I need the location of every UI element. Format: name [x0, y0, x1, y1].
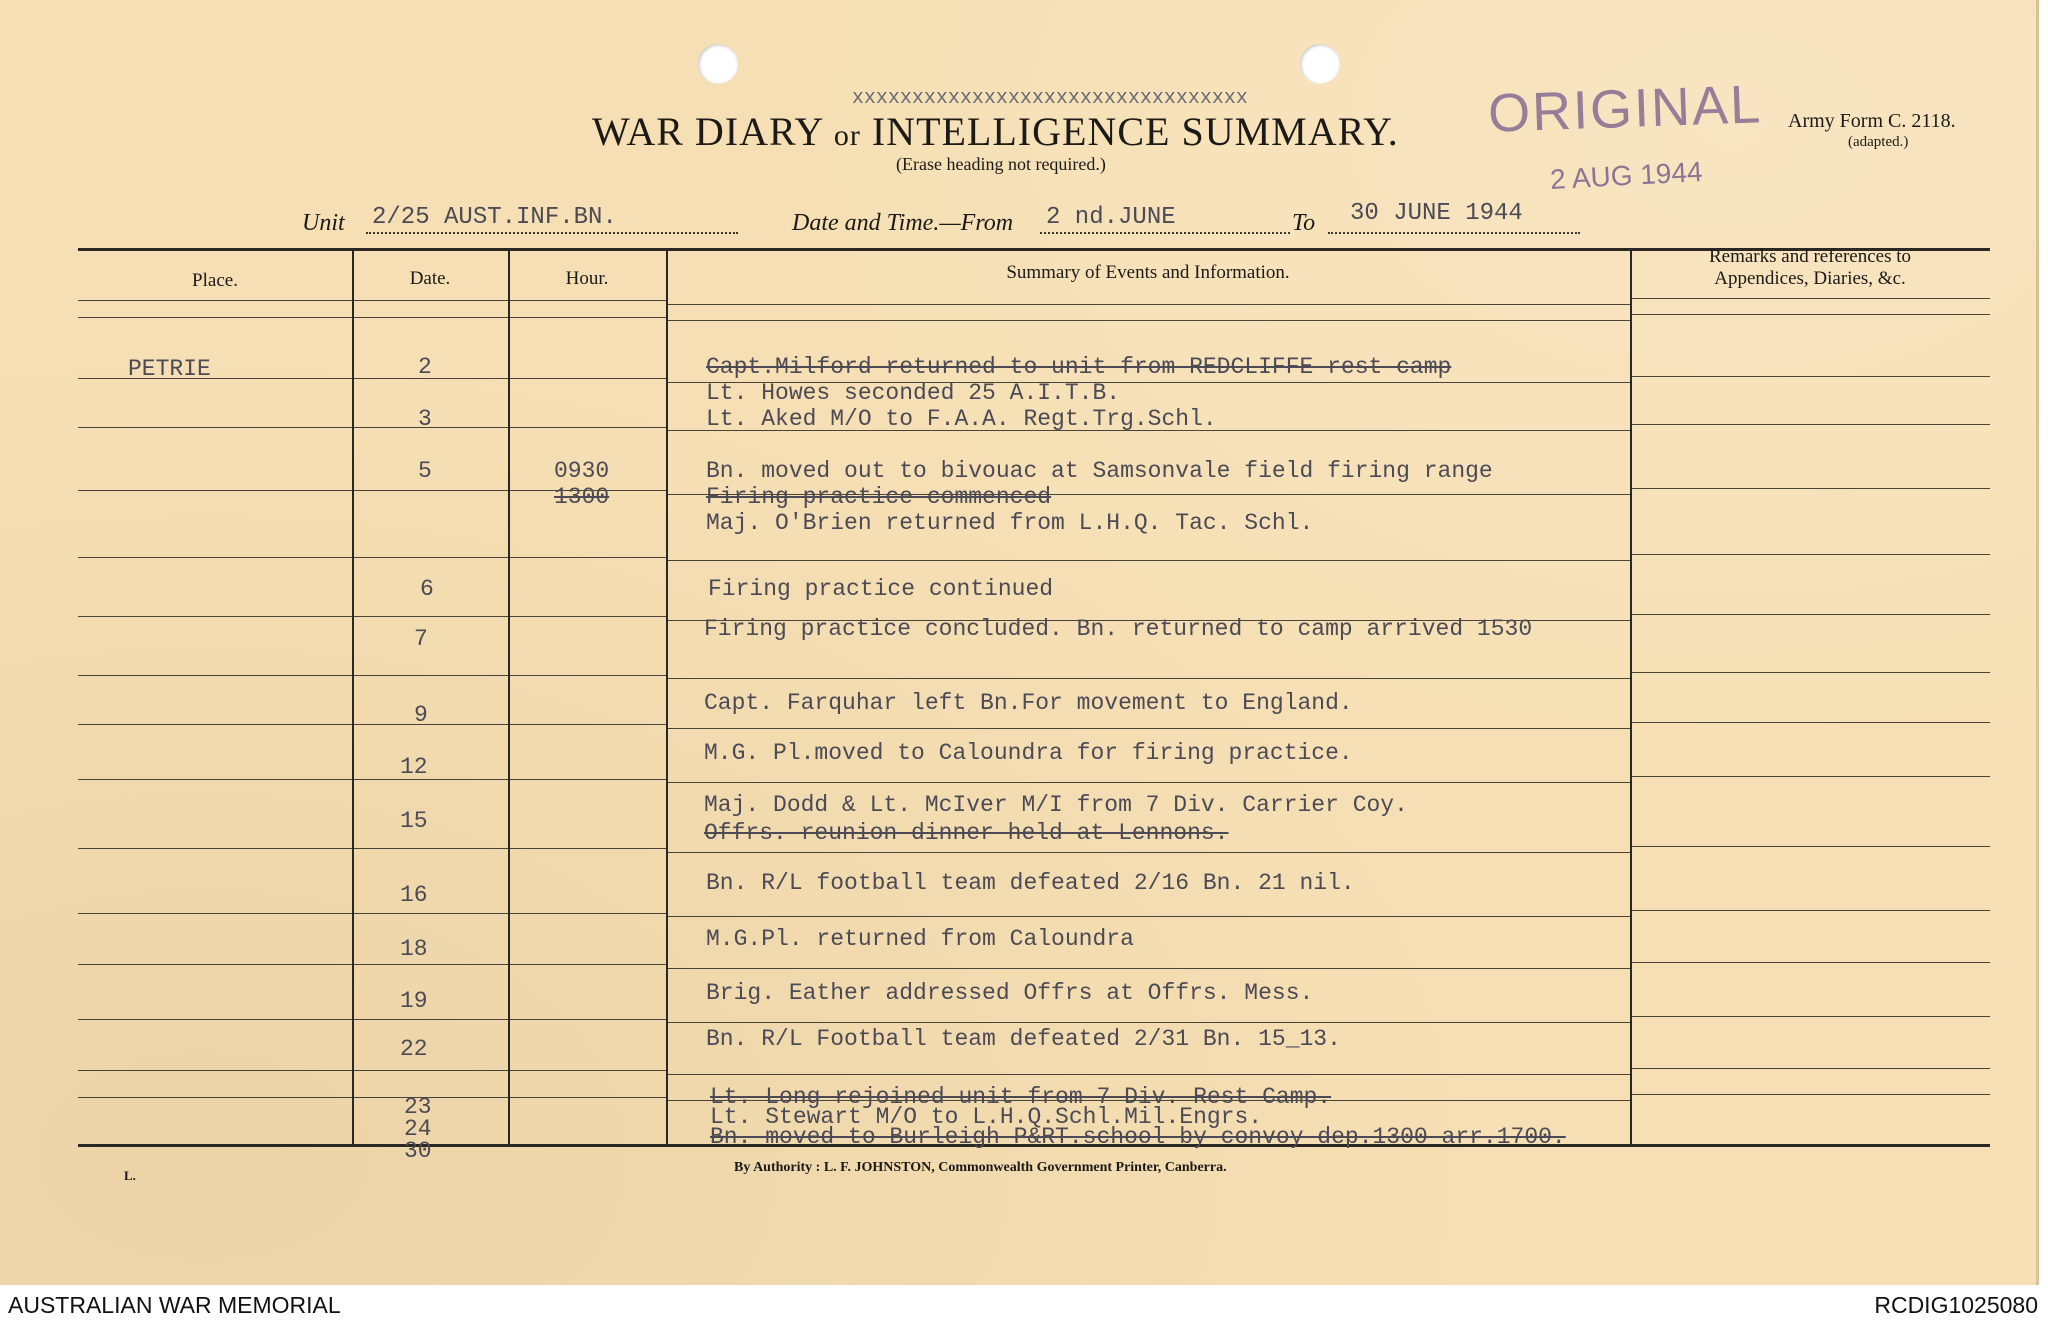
col-divider-date	[508, 248, 510, 1144]
entry-date: 16	[400, 882, 428, 908]
entry-date: 23	[404, 1094, 432, 1120]
entry-date: 5	[418, 458, 432, 484]
row-rule	[78, 1019, 668, 1020]
date-from-value: 2 nd.JUNE	[1046, 204, 1176, 231]
date-to-label: To	[1292, 210, 1316, 236]
entry-text: Lt. Aked M/O to F.A.A. Regt.Trg.Schl.	[706, 406, 1217, 432]
date-from-dotted-line	[1040, 232, 1290, 234]
row-rule	[1632, 298, 1990, 299]
date-from-label: Date and Time.—From	[792, 210, 1014, 236]
row-rule	[1632, 776, 1990, 777]
entry-place: PETRIE	[128, 356, 211, 382]
entry-date: 22	[400, 1036, 428, 1062]
archive-institution: AUSTRALIAN WAR MEMORIAL	[8, 1292, 341, 1318]
archive-reference: RCDIG1025080	[1874, 1292, 2038, 1318]
title-alt-text: INTELLIGENCE SUMMARY.	[871, 109, 1399, 154]
entry-date: 15	[400, 808, 428, 834]
row-rule	[1632, 614, 1990, 615]
title-or: or	[833, 119, 861, 152]
row-rule	[668, 320, 1630, 321]
entry-text: M.G. Pl.moved to Caloundra for firing practice.	[704, 740, 1353, 766]
row-rule	[78, 1070, 668, 1071]
entry-text: Bn. moved to Burleigh P&RT.school by convoy dep.1300 arr.1700.	[710, 1124, 1566, 1150]
title-overtype: xxxxxxxxxxxxxxxxxxxxxxxxxxxxxxxxx	[851, 87, 1248, 110]
entry-date: 24	[404, 1116, 432, 1142]
entry-text: Lt. Stewart M/O to L.H.Q.Schl.Mil.Engrs.	[710, 1104, 1263, 1130]
row-rule	[78, 913, 668, 914]
row-rule	[78, 848, 668, 849]
entry-text: Firing practice commenced	[706, 484, 1052, 510]
date-to-value: 30 JUNE 1944	[1350, 200, 1523, 227]
row-rule	[78, 964, 668, 965]
entry-text: Lt. Long rejoined unit from 7 Div. Rest Camp.	[710, 1084, 1332, 1110]
entry-date: 9	[414, 702, 428, 728]
row-rule	[668, 782, 1630, 783]
unit-value: 2/25 AUST.INF.BN.	[372, 204, 617, 231]
form-title	[592, 87, 1399, 155]
entry-hour: 0930	[554, 458, 610, 484]
col-header-remarks-line2: Appendices, Diaries, &c.	[1714, 268, 1906, 289]
col-header-summary: Summary of Events and Information.	[1006, 262, 1290, 283]
entry-date: 19	[400, 988, 428, 1014]
row-rule	[78, 616, 668, 617]
row-rule	[668, 560, 1630, 561]
row-rule	[668, 304, 1630, 305]
title-intelligence-summary	[851, 87, 1399, 154]
entry-date: 7	[414, 626, 428, 652]
row-rule	[1632, 722, 1990, 723]
row-rule	[668, 1022, 1630, 1023]
entry-text: Brig. Eather addressed Offrs at Offrs. Mess.	[706, 980, 1314, 1006]
row-rule	[1632, 424, 1990, 425]
entry-date: 6	[420, 576, 434, 602]
title-war-diary: WAR DIARY	[592, 109, 823, 154]
entry-date: 3	[418, 406, 432, 432]
col-divider-place	[352, 248, 354, 1144]
row-rule	[78, 557, 668, 558]
punch-hole-left	[698, 44, 738, 84]
unit-label: Unit	[302, 210, 345, 236]
erase-note: (Erase heading not required.)	[896, 154, 1106, 174]
entry-text: Firing practice continued	[708, 576, 1054, 602]
original-stamp: ORIGINAL	[1487, 74, 1764, 144]
entry-text: M.G.Pl. returned from Caloundra	[706, 926, 1134, 952]
entry-text: Firing practice concluded. Bn. returned to camp arrived 1530	[704, 616, 1533, 642]
row-rule	[78, 317, 668, 318]
form-code-mark: L.	[124, 1168, 136, 1183]
entry-text: Bn. R/L football team defeated 2/16 Bn. 21 nil.	[706, 870, 1355, 896]
entry-date: 2	[418, 354, 432, 380]
row-rule	[668, 728, 1630, 729]
row-rule	[1632, 488, 1990, 489]
entry-text: Bn. R/L Football team defeated 2/31 Bn. 15_13.	[706, 1026, 1341, 1052]
entry-text: Offrs. reunion dinner held at Lennons.	[704, 820, 1229, 846]
entry-date: 12	[400, 754, 428, 780]
row-rule	[1632, 314, 1990, 315]
row-rule	[78, 300, 668, 301]
row-rule	[1632, 376, 1990, 377]
entry-hour: 1300	[554, 484, 610, 510]
row-rule	[668, 916, 1630, 917]
stamp-date: 2 AUG 1944	[1549, 156, 1704, 195]
printer-authority: By Authority : L. F. JOHNSTON, Commonwealth Government Printer, Canberra.	[734, 1160, 1227, 1175]
col-header-hour: Hour.	[565, 268, 609, 289]
col-header-place: Place.	[192, 270, 238, 291]
row-rule	[668, 968, 1630, 969]
row-rule	[1632, 1068, 1990, 1069]
entry-text: Capt. Farquhar left Bn.For movement to England.	[704, 690, 1353, 716]
col-header-remarks-line1: Remarks and references to	[1708, 246, 1912, 267]
row-rule	[1632, 846, 1990, 847]
col-header-date: Date.	[409, 268, 451, 289]
entry-text: Bn. moved out to bivouac at Samsonvale field firing range	[706, 458, 1493, 484]
row-rule	[78, 1097, 668, 1098]
entry-text: Maj. O'Brien returned from L.H.Q. Tac. Schl.	[706, 510, 1314, 536]
army-form-sub: (adapted.)	[1848, 134, 1909, 150]
entry-date: 30	[404, 1138, 432, 1164]
punch-hole-right	[1300, 44, 1340, 84]
row-rule	[668, 852, 1630, 853]
row-rule	[1632, 910, 1990, 911]
row-rule	[668, 678, 1630, 679]
entry-text: Maj. Dodd & Lt. McIver M/I from 7 Div. Carrier Coy.	[704, 792, 1408, 818]
row-rule	[1632, 554, 1990, 555]
row-rule	[1632, 1094, 1990, 1095]
row-rule	[1632, 1016, 1990, 1017]
row-rule	[1632, 962, 1990, 963]
row-rule	[78, 675, 668, 676]
row-rule	[78, 779, 668, 780]
row-rule	[78, 427, 668, 428]
unit-dotted-line	[366, 232, 738, 234]
row-rule	[1632, 672, 1990, 673]
entry-text: Capt.Milford returned to unit from REDCLIFFE rest camp	[706, 354, 1452, 380]
row-rule	[668, 1074, 1630, 1075]
entry-text: Lt. Howes seconded 25 A.I.T.B.	[706, 380, 1121, 406]
army-form-number: Army Form C. 2118.	[1788, 110, 1956, 132]
entry-date: 18	[400, 936, 428, 962]
col-divider-summary	[1630, 248, 1632, 1144]
date-to-dotted-line	[1328, 232, 1580, 234]
row-rule	[78, 724, 668, 725]
